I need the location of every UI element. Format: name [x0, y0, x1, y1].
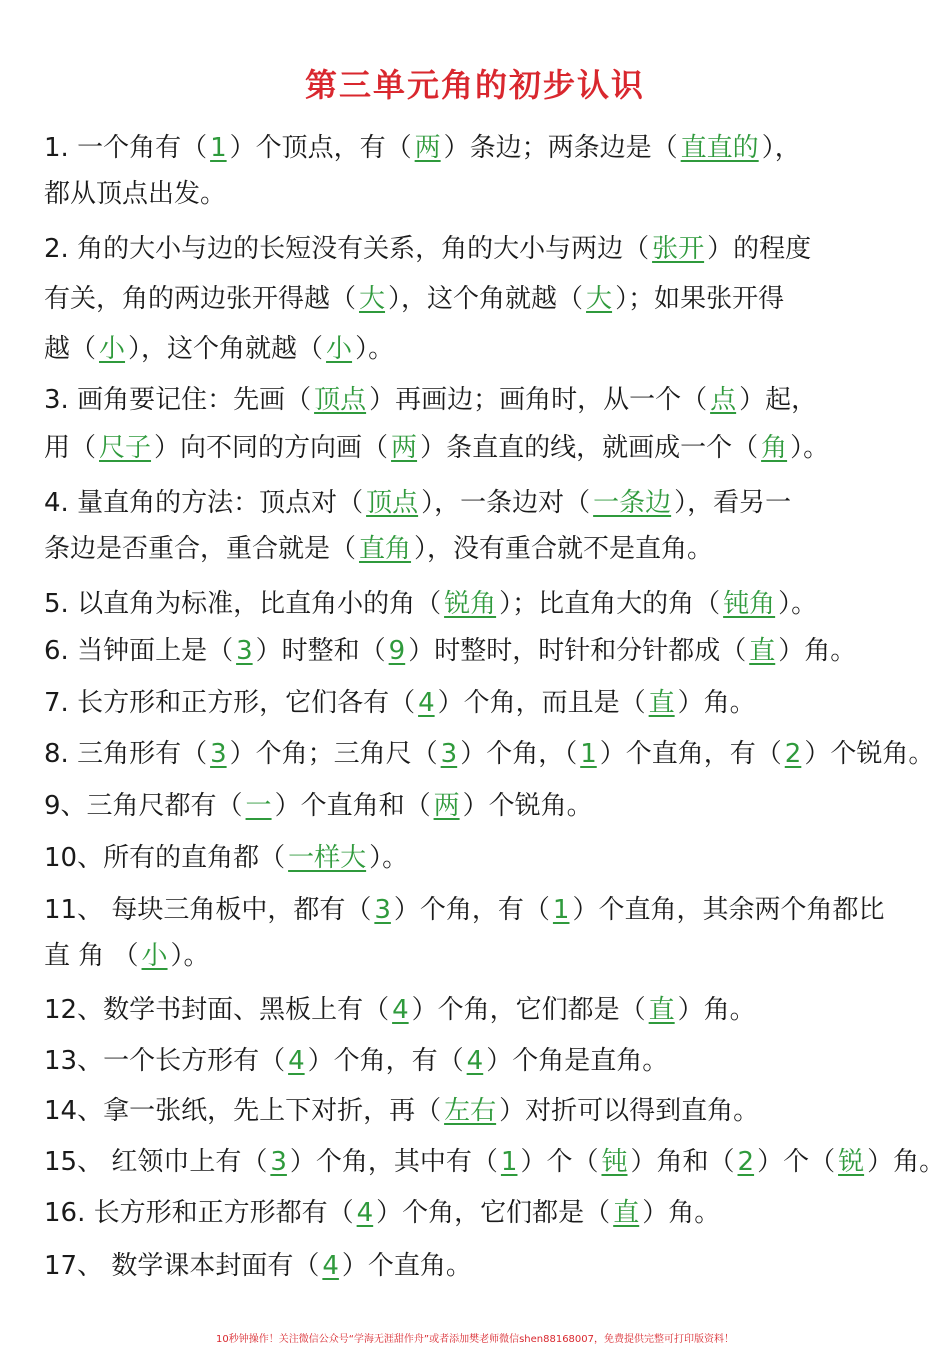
- answer-blank: 一: [245, 791, 272, 821]
- question-text: 直 角 （: [44, 941, 139, 971]
- answer-blank: 4: [392, 995, 409, 1025]
- answer-blank: 2: [784, 739, 802, 769]
- answer-blank: 4: [322, 1251, 339, 1281]
- question-text: ），这个角就越（: [388, 284, 584, 314]
- question-text: 16. 长方形和正方形都有（: [44, 1198, 354, 1228]
- question-text: ）向不同的方向画（: [154, 433, 389, 463]
- question-text: ）。: [355, 334, 395, 364]
- question-text: 8. 三角形有（: [44, 739, 208, 769]
- answer-blank: 直角: [359, 534, 412, 564]
- answer-blank: 尺子: [99, 433, 152, 463]
- answer-blank: 锐角: [444, 589, 497, 619]
- question-line: [44, 331, 394, 367]
- question-line: [44, 1043, 668, 1079]
- answer-blank: 钝: [601, 1147, 628, 1177]
- question-text: ）个角，（: [460, 739, 578, 769]
- question-line: [44, 1248, 472, 1284]
- question-text: ）时整和（: [255, 636, 386, 666]
- question-text: ），看另一: [674, 488, 792, 518]
- question-text: 14、拿一张纸，先上下对折，再（: [44, 1096, 442, 1126]
- question-text: ）个角，有（: [393, 895, 550, 925]
- question-text: ）角。: [867, 1147, 946, 1177]
- question-text: ）角和（: [630, 1147, 735, 1177]
- answer-blank: 点: [710, 385, 737, 415]
- answer-blank: 钝角: [723, 589, 776, 619]
- question-text: ）时整时，时针和分针都成（: [408, 636, 747, 666]
- question-text: ）再画边；画角时，从一个（: [369, 385, 708, 415]
- question-text: 10、所有的直角都（: [44, 843, 286, 873]
- question-text: 2. 角的大小与边的长短没有关系，角的大小与两边（: [44, 234, 650, 264]
- answer-blank: 4: [356, 1198, 374, 1228]
- answer-blank: 3: [440, 739, 458, 769]
- answer-blank: 顶点: [366, 488, 419, 518]
- answer-blank: 一样大: [288, 843, 367, 873]
- question-text: ）角。: [677, 688, 756, 718]
- answer-blank: 直: [648, 995, 675, 1025]
- answer-blank: 角: [761, 433, 788, 463]
- question-text: ）。: [778, 589, 818, 619]
- answer-blank: 两: [391, 433, 418, 463]
- question-text: ）个锐角。: [462, 791, 593, 821]
- question-text: ）。: [369, 843, 409, 873]
- question-text: ）；比直角大的角（: [499, 589, 721, 619]
- answer-blank: 3: [374, 895, 391, 925]
- answer-blank: 4: [466, 1046, 484, 1076]
- answer-blank: 1: [500, 1147, 518, 1177]
- question-text: 6. 当钟面上是（: [44, 636, 234, 666]
- footer-note: 10秒钟操作！关注微信公众号“学海无涯甜作舟”或者添加樊老师微信shen88168007，免费提供完整可打印版资料！: [215, 1334, 735, 1345]
- answer-blank: 两: [414, 133, 441, 163]
- question-text: ）；如果张开得: [615, 284, 785, 314]
- question-text: ）。: [170, 941, 210, 971]
- answer-blank: 1: [552, 895, 570, 925]
- question-text: ）角。: [642, 1198, 721, 1228]
- question-text: ）起，: [739, 385, 818, 415]
- question-line: [44, 130, 801, 166]
- answer-blank: 4: [418, 688, 435, 718]
- question-text: ）个锐角。: [804, 739, 935, 769]
- answer-blank: 2: [737, 1147, 755, 1177]
- question-line: [44, 586, 817, 622]
- question-text: ）个直角和（: [274, 791, 431, 821]
- answer-blank: 直: [749, 636, 776, 666]
- question-text: 有关，角的两边张开得越（: [44, 284, 357, 314]
- question-text: 12、数学书封面、黑板上有（: [44, 995, 390, 1025]
- question-line: [44, 1144, 945, 1180]
- question-text: 条边是否重合，重合就是（: [44, 534, 357, 564]
- answer-blank: 小: [326, 334, 353, 364]
- answer-blank: 1: [580, 739, 597, 769]
- answer-blank: 大: [359, 284, 386, 314]
- question-text: ）个顶点，有（: [229, 133, 412, 163]
- answer-blank: 顶点: [314, 385, 367, 415]
- question-text: ）个角，它们都是（: [411, 995, 646, 1025]
- question-text: 4. 量直角的方法：顶点对（: [44, 488, 364, 518]
- question-line: [44, 531, 713, 567]
- question-text: ）角。: [778, 636, 857, 666]
- answer-blank: 3: [270, 1147, 287, 1177]
- answer-blank: 大: [586, 284, 613, 314]
- answer-blank: 3: [210, 739, 227, 769]
- answer-blank: 小: [99, 334, 126, 364]
- question-text: ）。: [790, 433, 830, 463]
- question-text: ）条边；两条边是（: [443, 133, 678, 163]
- question-text: 用（: [44, 433, 97, 463]
- question-line: [44, 176, 226, 212]
- question-text: ），一条边对（: [421, 488, 591, 518]
- question-text: ）个角，其中有（: [289, 1147, 498, 1177]
- answer-blank: 4: [288, 1046, 305, 1076]
- question-line: [44, 633, 856, 669]
- question-line: [44, 281, 784, 317]
- answer-blank: 3: [236, 636, 253, 666]
- question-line: [44, 485, 791, 521]
- question-text: ）个（: [757, 1147, 836, 1177]
- question-text: ），这个角就越（: [128, 334, 324, 364]
- question-text: 越（: [44, 334, 97, 364]
- question-text: 1. 一个角有（: [44, 133, 208, 163]
- question-text: ）个直角，其余两个角都比: [572, 895, 885, 925]
- question-line: [44, 231, 811, 267]
- page-title: 第三单元角的初步认识: [304, 66, 645, 104]
- question-line: [44, 938, 210, 974]
- answer-blank: 锐: [838, 1147, 865, 1177]
- question-text: 7. 长方形和正方形，它们各有（: [44, 688, 416, 718]
- answer-blank: 9: [388, 636, 406, 666]
- question-text: 13、一个长方形有（: [44, 1046, 286, 1076]
- question-line: [44, 788, 593, 824]
- question-text: ）对折可以得到直角。: [499, 1096, 760, 1126]
- answer-blank: 1: [210, 133, 227, 163]
- answer-blank: 直直的: [680, 133, 759, 163]
- question-line: [44, 1195, 720, 1231]
- answer-blank: 直: [613, 1198, 640, 1228]
- answer-blank: 左右: [444, 1096, 497, 1126]
- question-text: ）个（: [520, 1147, 599, 1177]
- answer-blank: 小: [141, 941, 168, 971]
- question-text: 5. 以直角为标准，比直角小的角（: [44, 589, 442, 619]
- question-text: 17、 数学课本封面有（: [44, 1251, 320, 1281]
- question-text: ），: [761, 133, 801, 163]
- question-line: [44, 892, 884, 928]
- answer-blank: 直: [648, 688, 675, 718]
- question-text: ）个角，它们都是（: [376, 1198, 611, 1228]
- question-text: 11、 每块三角板中，都有（: [44, 895, 372, 925]
- answer-blank: 一条边: [593, 488, 672, 518]
- question-line: [44, 992, 756, 1028]
- question-text: 3. 画角要记住：先画（: [44, 385, 312, 415]
- answer-blank: 张开: [652, 234, 705, 264]
- question-text: ）个角，有（: [307, 1046, 464, 1076]
- question-line: [44, 430, 829, 466]
- question-text: ）条直直的线，就画成一个（: [420, 433, 759, 463]
- question-text: 9、三角尺都有（: [44, 791, 243, 821]
- question-text: ）角。: [677, 995, 756, 1025]
- answer-blank: 两: [433, 791, 460, 821]
- question-text: ）的程度: [707, 234, 812, 264]
- question-line: [44, 382, 817, 418]
- question-line: [44, 736, 934, 772]
- question-line: [44, 685, 756, 721]
- question-text: 15、 红领巾上有（: [44, 1147, 268, 1177]
- question-text: ）个直角。: [341, 1251, 472, 1281]
- question-text: ）个直角，有（: [599, 739, 782, 769]
- question-text: ），没有重合就不是直角。: [414, 534, 714, 564]
- question-text: ）个角；三角尺（: [229, 739, 438, 769]
- question-text: ）个角是直角。: [486, 1046, 669, 1076]
- question-text: ）个角，而且是（: [437, 688, 646, 718]
- question-line: [44, 840, 408, 876]
- question-line: [44, 1093, 759, 1129]
- question-text: 都从顶点出发。: [44, 179, 227, 209]
